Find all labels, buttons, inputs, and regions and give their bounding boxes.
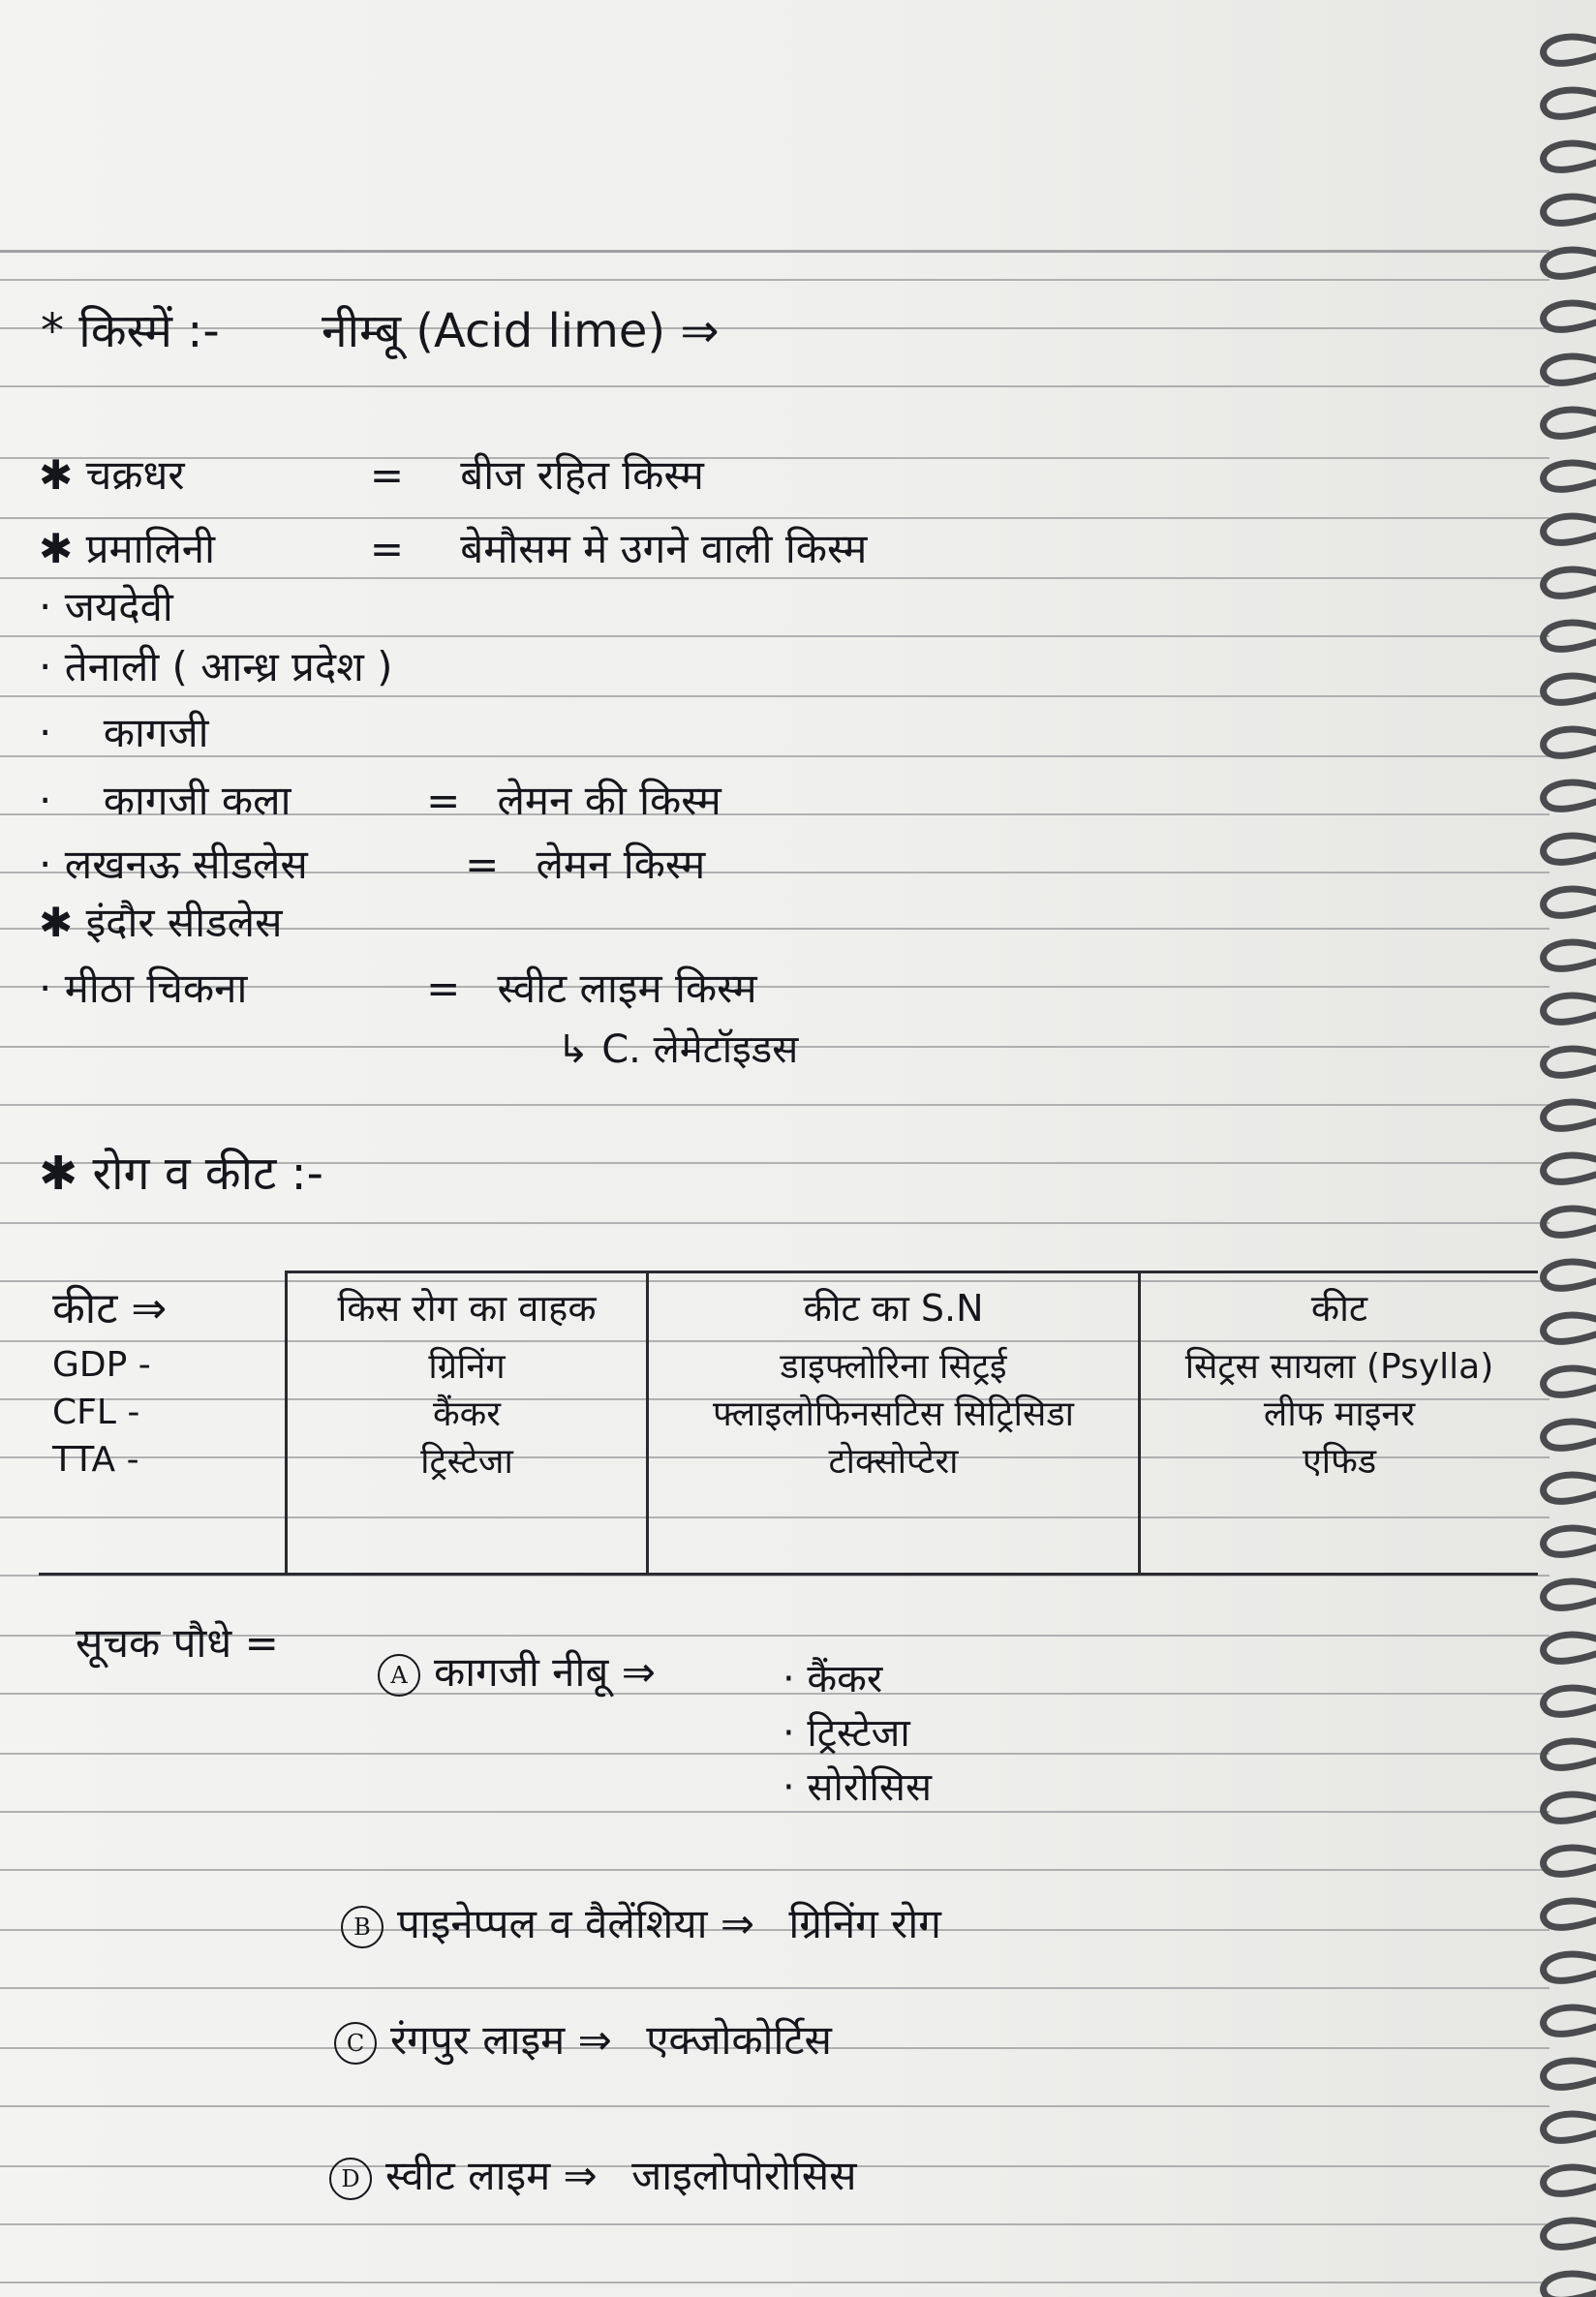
spiral-coil (1544, 197, 1596, 223)
table-header-cell: कीट का S.N (648, 1272, 1140, 1342)
table-cell: डाइफ्लोरिना सिट्रई (648, 1341, 1140, 1389)
bullet: · (39, 965, 52, 1012)
table-cell: टोक्सोप्टेरा (648, 1436, 1140, 1484)
spiral-coil (1544, 1209, 1596, 1235)
indicator-plant: पाइनेप्पल व वैलेंशिया ⇒ (397, 1900, 755, 1947)
ruled-line (0, 2105, 1550, 2107)
ruled-line (0, 1753, 1550, 1755)
table-cell (648, 1484, 1140, 1575)
spiral-coil (1544, 250, 1596, 276)
spiral-coil (1544, 1262, 1596, 1288)
list-item (39, 643, 393, 690)
ruled-line (0, 1693, 1550, 1695)
spiral-coil (1544, 303, 1596, 329)
list-item (39, 777, 721, 824)
bullet: ✱ (39, 451, 74, 499)
variety-note: लेमन किस्म (536, 841, 706, 888)
spiral-coil (1544, 1422, 1596, 1448)
list-item (39, 709, 209, 756)
list-item (39, 965, 757, 1012)
indicator-plant: रंगपुर लाइम ⇒ (390, 2016, 612, 2064)
bullet: ✱ (39, 525, 74, 572)
ruled-line (0, 577, 1550, 579)
spiral-coil (1544, 1688, 1596, 1714)
spiral-coil (1544, 143, 1596, 169)
table-row-empty (39, 1484, 1538, 1575)
table-cell (1140, 1484, 1539, 1575)
variety-name: मीठा चिकना (64, 965, 248, 1012)
equals-sign: = (465, 841, 500, 888)
ruled-line (0, 635, 1550, 637)
variety-name: तेनाली ( आन्ध्र प्रदेश ) (64, 643, 393, 690)
equals-sign: = (426, 965, 461, 1012)
pests-table (39, 1271, 1538, 1576)
spiral-coil (1544, 37, 1596, 63)
ruled-line (0, 755, 1550, 757)
varieties-heading-lead: * किस्में :- (41, 304, 220, 358)
list-item (39, 899, 283, 946)
bullet: · (39, 583, 52, 630)
spiral-coil (1544, 836, 1596, 862)
spiral-coil (1544, 1475, 1596, 1501)
ruled-line (0, 1987, 1550, 1989)
spiral-coil (1544, 1635, 1596, 1661)
letter-mark: A (378, 1654, 420, 1697)
spiral-coil (1544, 2007, 1596, 2034)
table-cell: कैंकर (287, 1389, 648, 1436)
spiral-coil (1544, 942, 1596, 968)
spiral-coil (1544, 569, 1596, 596)
spiral-coil (1544, 1368, 1596, 1394)
spiral-coil (1544, 1848, 1596, 1874)
indicator-item (341, 1900, 941, 1948)
table-header-cell: कीट ⇒ (52, 1284, 168, 1334)
spiral-coil (1544, 2114, 1596, 2140)
indicator-item (378, 1648, 656, 1697)
indicator-label: सूचक पौधे = (76, 1619, 279, 1667)
spiral-coil (1544, 2167, 1596, 2193)
spiral-coil (1544, 889, 1596, 915)
table-cell: फ्लाइलोफिनसटिस सिट्रिसिडा (648, 1389, 1140, 1436)
spiral-coil (1544, 1954, 1596, 1980)
bullet: · (39, 709, 52, 756)
spiral-coil (1544, 516, 1596, 542)
spiral-coil (1544, 1049, 1596, 1075)
indicator-disease: जाइलोपोरोसिस (631, 2152, 857, 2199)
spiral-coil (1544, 1102, 1596, 1128)
spiral-binding (1528, 0, 1596, 2297)
indicator-disease: · ट्रिस्टेजा (783, 1711, 910, 1756)
spiral-coil (1544, 356, 1596, 383)
spiral-coil (1544, 1581, 1596, 1608)
ruled-line (0, 1869, 1550, 1871)
ruled-line (0, 517, 1550, 519)
ruled-line (0, 2223, 1550, 2225)
table-header-cell: कीट (1140, 1272, 1539, 1342)
indicator-item (329, 2152, 857, 2200)
indicator-plant: कागजी नीबू ⇒ (434, 1648, 656, 1696)
indicator-disease: ग्रिनिंग रोग (788, 1900, 941, 1947)
spiral-coil (1544, 463, 1596, 489)
ruled-line (0, 2282, 1550, 2283)
spiral-coil (1544, 995, 1596, 1022)
spiral-coil (1544, 1315, 1596, 1341)
bullet: · (39, 643, 52, 690)
indicator-disease: एक्जोकोर्टिस (646, 2016, 832, 2064)
spiral-coil (1544, 90, 1596, 116)
ruled-line (0, 279, 1550, 281)
variety-name: जयदेवी (64, 583, 173, 630)
variety-name: प्रमालिनी (85, 525, 215, 572)
variety-note: बीज रहित किस्म (460, 451, 704, 499)
spiral-coil (1544, 1794, 1596, 1821)
variety-name: इंदौर सीडलेस (85, 899, 283, 946)
bullet: · (39, 841, 52, 888)
table-cell: TTA - (52, 1440, 139, 1480)
spiral-coil (1544, 782, 1596, 809)
spiral-coil (1544, 2274, 1596, 2297)
letter-mark: D (329, 2158, 372, 2200)
bullet: ✱ (39, 899, 74, 946)
spiral-coil (1544, 2061, 1596, 2087)
sub-note: ↳ C. लेमेटॉइडस (557, 1027, 799, 1072)
list-item (39, 451, 704, 499)
indicator-disease: · कैंकर (783, 1657, 883, 1701)
spiral-coil (1544, 729, 1596, 755)
ruled-line (0, 385, 1550, 387)
spiral-coil (1544, 410, 1596, 436)
table-row (39, 1389, 1538, 1436)
list-item (39, 525, 868, 572)
table-cell: ट्रिस्टेजा (287, 1436, 648, 1484)
indicator-disease: · सोरोसिस (783, 1765, 932, 1810)
spiral-coil (1544, 1741, 1596, 1767)
indicator-disease-list (783, 1650, 932, 1813)
ruled-line (0, 695, 1550, 697)
variety-note: बेमौसम मे उगने वाली किस्म (460, 525, 868, 572)
indicator-plant: स्वीट लाइम ⇒ (385, 2152, 598, 2199)
table-header-cell: किस रोग का वाहक (287, 1272, 648, 1342)
table-header-row (39, 1272, 1538, 1342)
table-cell: लीफ माइनर (1140, 1389, 1539, 1436)
table-cell: एफिड (1140, 1436, 1539, 1484)
table-cell: सिट्रस सायला (Psylla) (1140, 1341, 1539, 1389)
variety-name: कागजी कला (103, 777, 292, 824)
table-row (39, 1436, 1538, 1484)
equals-sign: = (426, 777, 461, 824)
variety-note: स्वीट लाइम किस्म (497, 965, 757, 1012)
bullet: · (39, 777, 52, 824)
spiral-coil (1544, 623, 1596, 649)
list-item (39, 583, 173, 630)
variety-name: लखनऊ सीडलेस (64, 841, 308, 888)
variety-note: लेमन की किस्म (497, 777, 721, 824)
ruled-line (0, 1222, 1550, 1224)
ruled-line (0, 1811, 1550, 1813)
varieties-heading (41, 304, 720, 358)
spiral-coil (1544, 1528, 1596, 1554)
equals-sign: = (369, 451, 405, 499)
spiral-coil (1544, 1901, 1596, 1927)
ruled-line (0, 1104, 1550, 1106)
spiral-coil (1544, 676, 1596, 702)
table-cell (39, 1484, 287, 1575)
spiral-coil (1544, 1155, 1596, 1181)
table-cell: CFL - (52, 1393, 140, 1432)
variety-name: कागजी (103, 709, 209, 756)
pests-heading: ✱ रोग व कीट :- (39, 1147, 324, 1201)
letter-mark: B (341, 1906, 384, 1948)
table-row (39, 1341, 1538, 1389)
ruled-line (0, 250, 1550, 253)
table-cell: GDP - (52, 1345, 151, 1385)
letter-mark: C (334, 2022, 377, 2065)
variety-name: चक्रधर (85, 451, 185, 499)
table-cell: ग्रिनिंग (287, 1341, 648, 1389)
list-item (39, 841, 706, 888)
table-cell (287, 1484, 648, 1575)
indicator-item (334, 2016, 832, 2065)
spiral-coil (1544, 2220, 1596, 2247)
varieties-heading-text: नीम्बू (Acid lime) ⇒ (321, 304, 720, 358)
equals-sign: = (369, 525, 405, 572)
